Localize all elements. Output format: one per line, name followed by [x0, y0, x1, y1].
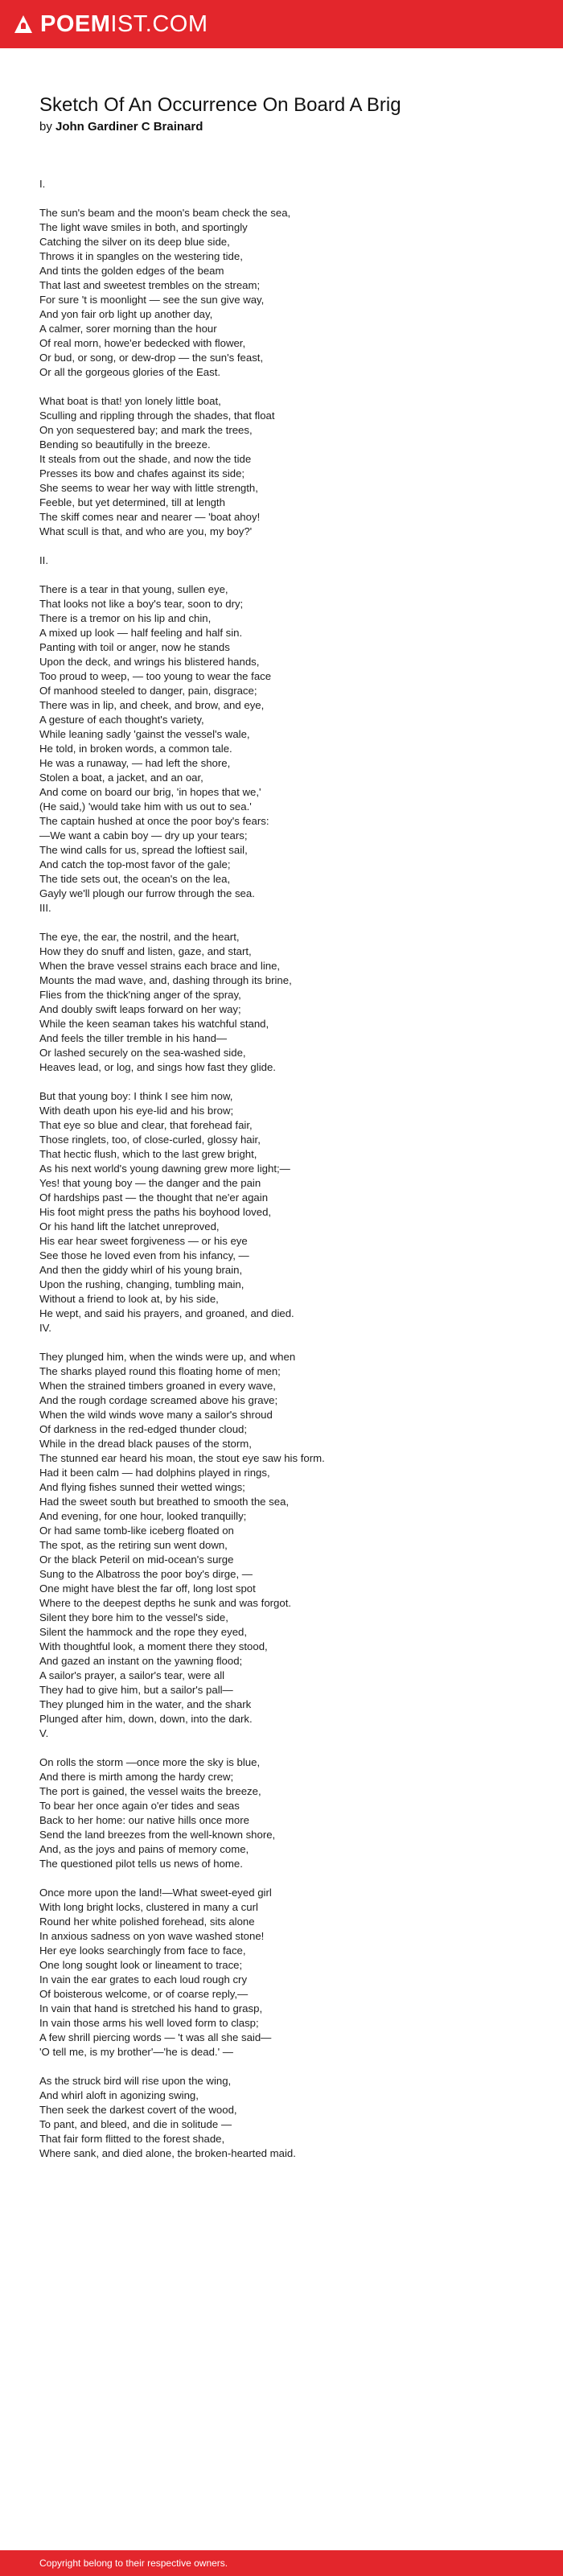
- poem-line: For sure 't is moonlight — see the sun give way,: [39, 294, 265, 306]
- poem-line: Where to the deepest depths he sunk and was forgot.: [39, 1597, 292, 1609]
- stanza-break: [39, 1741, 538, 1755]
- poem-line: Where sank, and died alone, the broken-hearted maid.: [39, 2147, 296, 2159]
- byline: [39, 119, 203, 135]
- poem-line: Or the black Peteril on mid-ocean's surge: [39, 1553, 234, 1566]
- poem-line: He told, in broken words, a common tale.: [39, 743, 232, 755]
- poem-line: Upon the deck, and wrings his blistered hands,: [39, 656, 260, 668]
- poem-line: Silent the hammock and the rope they eyed,: [39, 1626, 248, 1638]
- poem-line: They plunged him, when the winds were up, and when: [39, 1351, 296, 1363]
- poem-line: The eye, the ear, the nostril, and the heart,: [39, 931, 240, 943]
- poem-line: (He said,) 'would take him with us out to sea.': [39, 800, 252, 813]
- poem-line: A few shrill piercing words — 't was all she said—: [39, 2031, 272, 2043]
- poem-line: While in the dread black pauses of the storm,: [39, 1438, 252, 1450]
- poem-line: Stolen a boat, a jacket, and an oar,: [39, 772, 203, 784]
- poem-line: In vain the ear grates to each loud rough cry: [39, 1973, 248, 1985]
- poem-line: The sharks played round this floating home of men;: [39, 1365, 281, 1377]
- poem-line: That hectic flush, which to the last grew bright,: [39, 1148, 257, 1160]
- poem-line: And the rough cordage screamed above his grave;: [39, 1394, 278, 1406]
- poem-line: The sun's beam and the moon's beam check the sea,: [39, 207, 291, 219]
- poem-line: In vain those arms his well loved form to clasp;: [39, 2017, 259, 2029]
- poem-line: Mounts the mad wave, and, dashing through its brine,: [39, 974, 292, 986]
- poem-line: One might have blest the far off, long lost spot: [39, 1582, 256, 1595]
- author-name[interactable]: John Gardiner C Brainard: [55, 120, 203, 134]
- poem-line: And gazed an instant on the yawning flood;: [39, 1655, 243, 1667]
- poem-line: When the brave vessel strains each brace and line,: [39, 960, 281, 972]
- poem-line: Those ringlets, too, of close-curled, glossy hair,: [39, 1134, 261, 1146]
- poem-title: Sketch Of An Occurrence On Board A Brig: [39, 94, 401, 116]
- stanza-break: [39, 191, 538, 206]
- poem-line: Gayly we'll plough our furrow through the sea.: [39, 887, 255, 899]
- poem-line: On rolls the storm —once more the sky is blue,: [39, 1756, 261, 1768]
- logo-text-bold: POEM: [40, 11, 111, 37]
- poem-line: The wind calls for us, spread the loftiest sail,: [39, 844, 248, 856]
- stanza-break: [39, 1335, 538, 1350]
- poem-line: And, as the joys and pains of memory come,: [39, 1843, 249, 1855]
- stanza-break: [39, 1871, 538, 1886]
- poem-line: While the keen seaman takes his watchful stand,: [39, 1018, 269, 1030]
- poem-line: The stunned ear heard his moan, the stout eye saw his form.: [39, 1452, 325, 1464]
- poem-line: To pant, and bleed, and die in solitude —: [39, 2118, 232, 2130]
- poem-line: Had it been calm — had dolphins played in rings,: [39, 1467, 270, 1479]
- poem-line: Silent they bore him to the vessel's side,: [39, 1611, 228, 1623]
- poem-line: And tints the golden edges of the beam: [39, 265, 224, 277]
- site-logo[interactable]: [14, 12, 208, 36]
- poem-line: Throws it in spangles on the westering tide,: [39, 250, 243, 262]
- poem-line: The questioned pilot tells us news of home.: [39, 1858, 243, 1870]
- stanza-break: [39, 539, 538, 553]
- poem-line: And there is mirth among the hardy crew;: [39, 1771, 234, 1783]
- poem-line: How they do snuff and listen, gaze, and start,: [39, 945, 252, 957]
- poem-line: They plunged him in the water, and the shark: [39, 1698, 252, 1710]
- poem-line: Or bud, or song, or dew-drop — the sun's feast,: [39, 352, 264, 364]
- poem-line: The tide sets out, the ocean's on the lea,: [39, 873, 231, 885]
- poem-line: That last and sweetest trembles on the stream;: [39, 279, 261, 291]
- poem-line: They had to give him, but a sailor's pall—: [39, 1684, 233, 1696]
- poem-line: Of hardships past — the thought that ne'er again: [39, 1191, 269, 1204]
- poem-line: Of boisterous welcome, or of coarse reply,—: [39, 1988, 249, 2000]
- poem-line: Catching the silver on its deep blue side,: [39, 236, 230, 248]
- stanza-break: [39, 916, 538, 930]
- poem-line: In anxious sadness on yon wave washed stone!: [39, 1930, 265, 1942]
- poem-line: With death upon his eye-lid and his brow;: [39, 1105, 234, 1117]
- poem-line: On yon sequestered bay; and mark the trees,: [39, 424, 253, 436]
- site-header: [0, 0, 563, 48]
- poem-line: Too proud to weep, — too young to wear the face: [39, 670, 272, 682]
- poem-line: While leaning sadly 'gainst the vessel's wale,: [39, 728, 250, 740]
- poem-line: V.: [39, 1727, 49, 1739]
- poem-line: See those he loved even from his infancy, —: [39, 1249, 249, 1261]
- poem-line: As the struck bird will rise upon the wing,: [39, 2075, 232, 2087]
- poem-line: —We want a cabin boy — dry up your tears;: [39, 829, 248, 842]
- poem-line: As his next world's young dawning grew more light;—: [39, 1162, 290, 1175]
- poem-body: [39, 177, 538, 2161]
- poem-line: The light wave smiles in both, and sportingly: [39, 221, 248, 233]
- poem-line: Presses its bow and chafes against its side;: [39, 467, 245, 479]
- poem-line: With thoughtful look, a moment there they stood,: [39, 1640, 268, 1652]
- logo-text-light: IST.COM: [110, 11, 208, 37]
- poem-line: Back to her home: our native hills once more: [39, 1814, 249, 1826]
- poem-line: Sung to the Albatross the poor boy's dirge, —: [39, 1568, 253, 1580]
- poem-line: Of real morn, howe'er bedecked with flower,: [39, 337, 246, 349]
- stanza-break: [39, 380, 538, 394]
- stanza-break: [39, 568, 538, 582]
- poem-line: Flies from the thick'ning anger of the spray,: [39, 989, 241, 1001]
- poem-line: And catch the top-most favor of the gale;: [39, 858, 231, 870]
- poem-line: He was a runaway, — had left the shore,: [39, 757, 231, 769]
- poem-line: The captain hushed at once the poor boy's fears:: [39, 815, 269, 827]
- poem-line: Upon the rushing, changing, tumbling main,: [39, 1278, 245, 1290]
- poem-line: A sailor's prayer, a sailor's tear, were all: [39, 1669, 225, 1681]
- poem-line: There is a tremor on his lip and chin,: [39, 612, 212, 624]
- copyright-text: Copyright belong to their respective owners.: [39, 2557, 228, 2569]
- poem-line: What boat is that! yon lonely little boat,: [39, 395, 221, 407]
- poem-line: And feels the tiller tremble in his hand—: [39, 1032, 228, 1044]
- poem-line: But that young boy: I think I see him now,: [39, 1090, 233, 1102]
- poem-line: And come on board our brig, 'in hopes that we,': [39, 786, 261, 798]
- poem-line: Heaves lead, or log, and sings how fast they glide.: [39, 1061, 276, 1073]
- stanza-break: [39, 1075, 538, 1089]
- poem-line: His foot might press the paths his boyhood loved,: [39, 1206, 272, 1218]
- poem-line: That eye so blue and clear, that forehead fair,: [39, 1119, 253, 1131]
- poem-line: And evening, for one hour, looked tranquilly;: [39, 1510, 247, 1522]
- pen-nib-icon: [14, 15, 32, 33]
- poem-line: Or his hand lift the latchet unreproved,: [39, 1220, 220, 1232]
- poem-line: When the wild winds wove many a sailor's shroud: [39, 1409, 273, 1421]
- poem-line: The skiff comes near and nearer — 'boat ahoy!: [39, 511, 261, 523]
- poem-line: Round her white polished forehead, sits alone: [39, 1916, 255, 1928]
- poem-line: A gesture of each thought's variety,: [39, 714, 204, 726]
- poem-line: What scull is that, and who are you, my boy?': [39, 525, 253, 537]
- poem-line: IV.: [39, 1322, 51, 1334]
- poem-line: Of darkness in the red-edged thunder cloud;: [39, 1423, 248, 1435]
- poem-line: Sculling and rippling through the shades, that float: [39, 409, 275, 422]
- poem-line: Or all the gorgeous glories of the East.: [39, 366, 221, 378]
- poem-line: A calmer, sorer morning than the hour: [39, 323, 217, 335]
- poem-line: That fair form flitted to the forest shade,: [39, 2133, 225, 2145]
- poem-line: The port is gained, the vessel waits the breeze,: [39, 1785, 261, 1797]
- poem-line: There is a tear in that young, sullen eye,: [39, 583, 228, 595]
- poem-line: To bear her once again o'er tides and seas: [39, 1800, 240, 1812]
- poem-line: Bending so beautifully in the breeze.: [39, 438, 211, 451]
- poem-line: 'O tell me, is my brother'—'he is dead.' —: [39, 2046, 233, 2058]
- poem-line: Send the land breezes from the well-known shore,: [39, 1829, 276, 1841]
- logo-text: [40, 12, 208, 36]
- poem-line: Then seek the darkest covert of the wood,: [39, 2104, 237, 2116]
- poem-line: III.: [39, 902, 51, 914]
- poem-line: And flying fishes sunned their wetted wings;: [39, 1481, 245, 1493]
- poem-line: The spot, as the retiring sun went down,: [39, 1539, 228, 1551]
- poem-line: When the strained timbers groaned in every wave,: [39, 1380, 276, 1392]
- poem-line: Without a friend to look at, by his side,: [39, 1293, 219, 1305]
- poem-line: And doubly swift leaps forward on her way;: [39, 1003, 241, 1015]
- poem-line: Of manhood steeled to danger, pain, disgrace;: [39, 685, 257, 697]
- site-footer: [0, 2550, 563, 2576]
- poem-line: I.: [39, 178, 46, 190]
- poem-line: She seems to wear her way with little strength,: [39, 482, 258, 494]
- poem-line: II.: [39, 554, 48, 566]
- poem-line: A mixed up look — half feeling and half sin.: [39, 627, 243, 639]
- poem-line: One long sought look or lineament to trace;: [39, 1959, 243, 1971]
- poem-line: His ear hear sweet forgiveness — or his eye: [39, 1235, 248, 1247]
- poem-line: In vain that hand is stretched his hand to grasp,: [39, 2002, 263, 2014]
- poem-line: Once more upon the land!—What sweet-eyed girl: [39, 1887, 272, 1899]
- poem-line: There was in lip, and cheek, and brow, and eye,: [39, 699, 265, 711]
- poem-line: It steals from out the shade, and now the tide: [39, 453, 252, 465]
- poem-line: And whirl aloft in agonizing swing,: [39, 2089, 199, 2101]
- poem-line: Or had same tomb-like iceberg floated on: [39, 1525, 234, 1537]
- poem-line: Panting with toil or anger, now he stands: [39, 641, 230, 653]
- poem-line: Had the sweet south but breathed to smooth the sea,: [39, 1496, 290, 1508]
- poem-line: He wept, and said his prayers, and groaned, and died.: [39, 1307, 294, 1319]
- poem-line: Feeble, but yet determined, till at length: [39, 496, 225, 508]
- poem-line: Or lashed securely on the sea-washed side,: [39, 1047, 246, 1059]
- poem-line: That looks not like a boy's tear, soon to dry;: [39, 598, 244, 610]
- stanza-break: [39, 2060, 538, 2074]
- poem-line: Her eye looks searchingly from face to face,: [39, 1944, 246, 1957]
- by-label: by: [39, 120, 56, 134]
- poem-line: Plunged after him, down, down, into the dark.: [39, 1713, 253, 1725]
- poem-line: With long bright locks, clustered in many a curl: [39, 1901, 258, 1913]
- poem-line: Yes! that young boy — the danger and the pain: [39, 1177, 261, 1189]
- poem-line: And yon fair orb light up another day,: [39, 308, 213, 320]
- poem-line: And then the giddy whirl of his young brain,: [39, 1264, 243, 1276]
